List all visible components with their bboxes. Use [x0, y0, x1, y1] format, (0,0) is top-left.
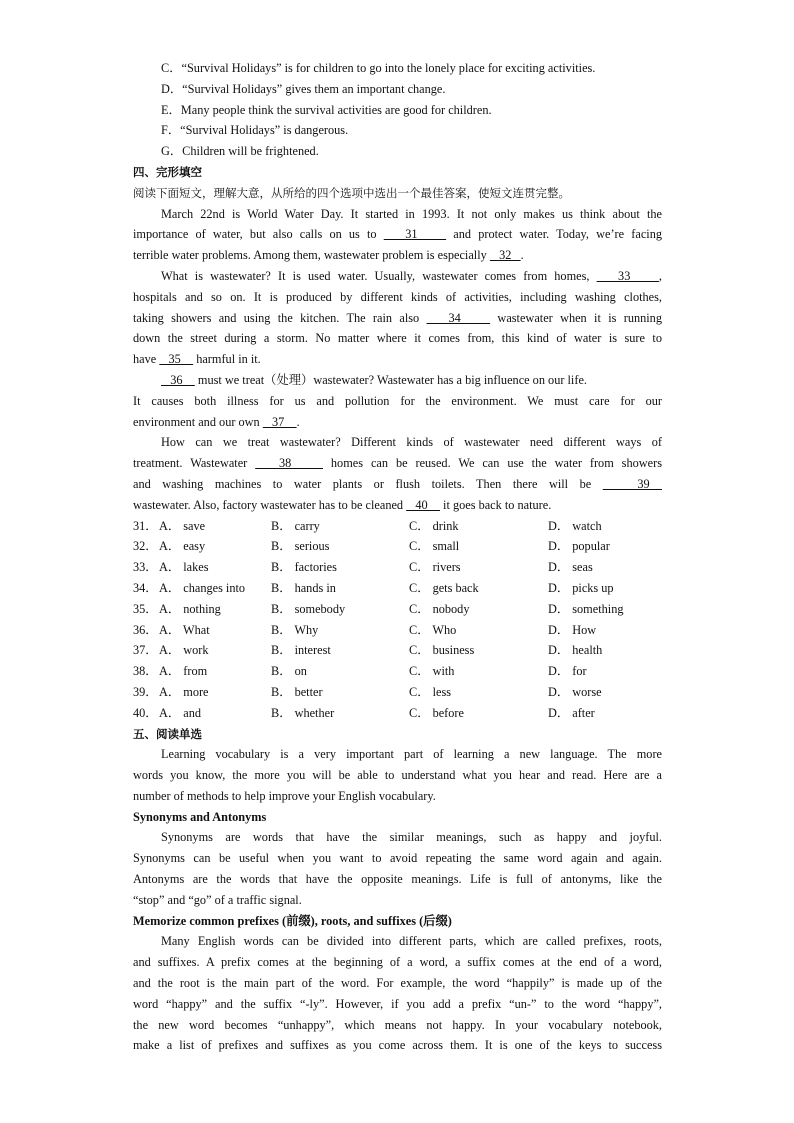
passage-line: wastewater. Also, factory wastewater has to be cleaned 40 it goes back to nature. [133, 497, 552, 512]
question-row [133, 599, 662, 620]
option-d[interactable]: D． popular [548, 539, 610, 554]
question-row [133, 661, 662, 682]
question-number: 31． [133, 518, 158, 533]
option-e: E．Many people think the survival activities are good for children. [161, 102, 492, 117]
subheading-prefixes: Memorize common prefixes (前缀), roots, and suffixes (后缀) [133, 913, 452, 928]
passage-line: What is wastewater? It is used water. Usually, wastewater comes from homes, 33 , [161, 268, 662, 283]
passage-line: Many English words can be divided into different parts, which are called prefixes, roots, [161, 934, 662, 949]
question-row [133, 703, 662, 724]
passage-line: and the root is the main part of the word. For example, the word “happily” is made up of the [133, 976, 662, 991]
blank-31: 31 [383, 227, 447, 242]
question-number: 36． [133, 622, 158, 637]
question-number: 34． [133, 580, 158, 595]
question-row [133, 578, 662, 599]
option-c[interactable]: C． nobody [409, 601, 470, 616]
blank-35: 35 [159, 352, 194, 367]
question-row [133, 557, 662, 578]
question-row [133, 620, 662, 641]
option-a[interactable]: A． lakes [159, 560, 209, 575]
option-c[interactable]: C． business [409, 643, 475, 658]
question-row [133, 640, 662, 661]
question-number: 35． [133, 601, 158, 616]
cloze-instruction: 阅读下面短文，理解大意，从所给的四个选项中选出一个最佳答案，使短文连贯完整。 [133, 185, 570, 200]
passage-line: 36 must we treat（处理）wastewater? Wastewater has a big influence on our life. [161, 372, 587, 387]
passage-line: March 22nd is World Water Day. It started in 1993. It not only makes us think about the [161, 206, 662, 221]
cloze-heading: 四、完形填空 [133, 164, 202, 179]
option-d[interactable]: D． something [548, 601, 624, 616]
option-a[interactable]: A． nothing [159, 601, 221, 616]
question-number: 37． [133, 643, 158, 658]
option-a[interactable]: A． work [159, 643, 209, 658]
question-number: 33． [133, 560, 158, 575]
question-number: 40． [133, 705, 158, 720]
option-b[interactable]: B． whether [271, 705, 335, 720]
question-row [133, 682, 662, 703]
option-d[interactable]: D． worse [548, 684, 602, 699]
cloze-passage [133, 204, 662, 516]
passage-line: How can we treat wastewater? Different kinds of wastewater need different ways of [161, 435, 662, 450]
blank-38: 38 [255, 456, 323, 471]
passage-line: word “happy” and the suffix “-ly”. However, if you add a prefix “un-” to the word “happy”, [133, 996, 662, 1011]
passage-line: environment and our own 37 . [133, 414, 300, 429]
passage-line: and washing machines to water plants or flush toilets. Then there will be 39 [133, 476, 662, 491]
option-a[interactable]: A． What [159, 622, 210, 637]
reading-passage [133, 744, 662, 1056]
passage-line: “stop” and “go” of a traffic signal. [133, 892, 302, 907]
option-a[interactable]: A． and [159, 705, 202, 720]
option-c[interactable]: C． Who [409, 622, 457, 637]
cloze-questions [133, 516, 662, 724]
passage-line: Learning vocabulary is a very important part of learning a new language. The more [161, 747, 662, 762]
passage-line: Synonyms are words that have the similar meanings, such as happy and joyful. [161, 830, 662, 845]
passage-line: the new word becomes “unhappy”, which means not happy. In your vocabulary notebook, [133, 1017, 662, 1032]
option-b[interactable]: B． serious [271, 539, 330, 554]
option-b[interactable]: B． hands in [271, 580, 336, 595]
passage-line: terrible water problems. Among them, wastewater problem is especially 32 . [133, 248, 524, 263]
option-a[interactable]: A． more [159, 684, 209, 699]
blank-32: 32 [489, 248, 521, 263]
option-a[interactable]: A． from [159, 664, 208, 679]
option-a[interactable]: A． easy [159, 539, 206, 554]
blank-37: 37 [262, 414, 297, 429]
subheading-synonyms: Synonyms and Antonyms [133, 809, 267, 824]
option-c[interactable]: C． gets back [409, 580, 479, 595]
task-options [133, 58, 662, 162]
passage-line: treatment. Wastewater 38 homes can be reused. We can use the water from showers [133, 456, 662, 471]
option-b[interactable]: B． better [271, 684, 323, 699]
option-c[interactable]: C． rivers [409, 560, 461, 575]
passage-line: taking showers and using the kitchen. The rain also 34 wastewater when it is running [133, 310, 662, 325]
option-b[interactable]: B． interest [271, 643, 331, 658]
passage-line: It causes both illness for us and pollution for the environment. We must care for our [133, 393, 662, 408]
option-b[interactable]: B． on [271, 664, 307, 679]
option-c[interactable]: C． drink [409, 518, 459, 533]
option-f: F．“Survival Holidays” is dangerous. [161, 123, 349, 138]
question-row [133, 516, 662, 537]
question-number: 38． [133, 664, 158, 679]
passage-line: make a list of prefixes and suffixes as you come across them. It is one of the keys to success [133, 1038, 662, 1053]
option-d[interactable]: D． for [548, 664, 587, 679]
question-number: 32． [133, 539, 158, 554]
passage-line: number of methods to help improve your English vocabulary. [133, 788, 436, 803]
blank-36: 36 [161, 372, 195, 387]
reading-heading: 五、阅读单选 [133, 726, 202, 741]
question-number: 39． [133, 684, 158, 699]
blank-40: 40 [406, 497, 440, 512]
option-d[interactable]: D． seas [548, 560, 593, 575]
option-d[interactable]: D． How [548, 622, 597, 637]
option-b[interactable]: B． carry [271, 518, 320, 533]
passage-line: down the street during a storm. No matter where it comes from, this kind of water is sure to [133, 331, 662, 346]
option-g: G．Children will be frightened. [161, 144, 319, 159]
option-c[interactable]: C． small [409, 539, 460, 554]
blank-33: 33 [596, 268, 659, 283]
option-c[interactable]: C． with [409, 664, 455, 679]
option-a[interactable]: A． save [159, 518, 206, 533]
question-row [133, 536, 662, 557]
option-d: D．“Survival Holidays” gives them an important change. [161, 81, 446, 96]
option-d[interactable]: D． picks up [548, 580, 614, 595]
option-c: C．“Survival Holidays” is for children to go into the lonely place for exciting activities. [161, 61, 596, 75]
option-b[interactable]: B． somebody [271, 601, 346, 616]
option-d[interactable]: D． watch [548, 518, 602, 533]
option-b[interactable]: B． Why [271, 622, 319, 637]
passage-line: Antonyms are the words that have the opposite meanings. Life is full of antonyms, like the [133, 872, 662, 887]
option-b[interactable]: B． factories [271, 560, 337, 575]
passage-line: hospitals and so on. It is produced by different kinds of activities, including washing clothes, [133, 289, 662, 304]
blank-34: 34 [426, 310, 491, 325]
option-d[interactable]: D． health [548, 643, 603, 658]
option-c[interactable]: C． before [409, 705, 464, 720]
passage-line: words you know, the more you will be able to understand what you hear and read. Here are a [133, 768, 662, 783]
passage-line: Synonyms can be useful when you want to avoid repeating the same word again and again. [133, 851, 662, 866]
blank-39: 39 [602, 476, 662, 491]
passage-line: have 35 harmful in it. [133, 352, 261, 367]
option-c[interactable]: C． less [409, 684, 452, 699]
document-page [133, 58, 662, 1056]
option-d[interactable]: D． after [548, 705, 595, 720]
passage-line: and suffixes. A prefix comes at the beginning of a word, a suffix comes at the end of a word, [133, 955, 662, 970]
passage-line: importance of water, but also calls on us to 31 and protect water. Today, we’re facing [133, 227, 662, 242]
option-a[interactable]: A． changes into [159, 580, 246, 595]
